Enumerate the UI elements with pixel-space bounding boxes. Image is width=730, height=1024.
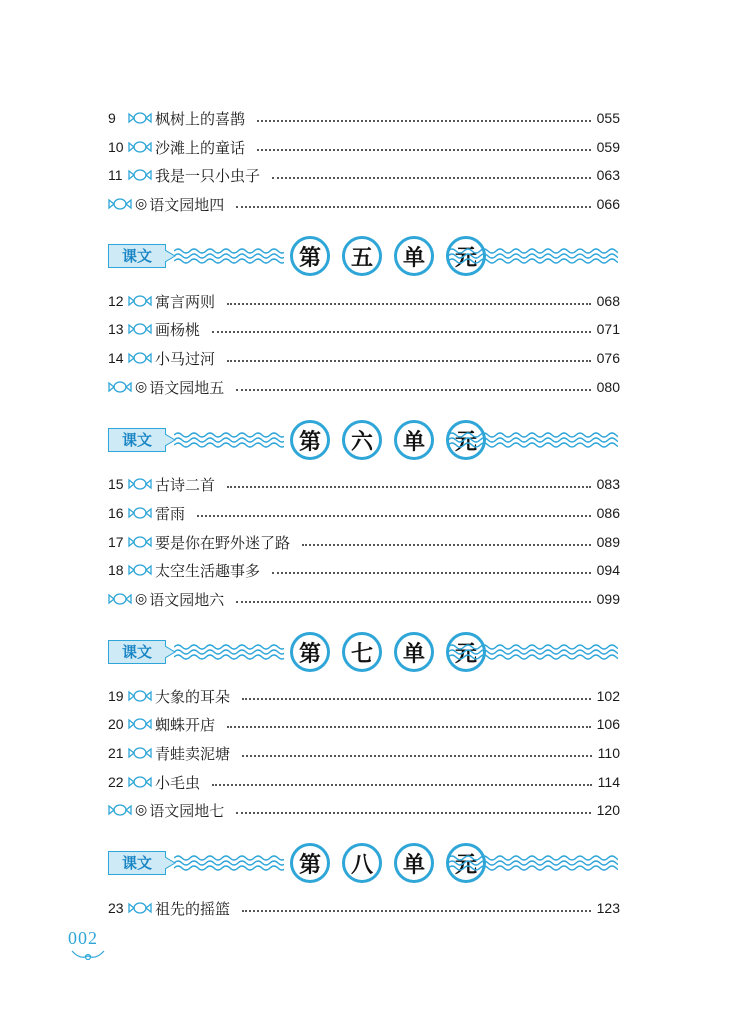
page-ref: 071 (596, 321, 620, 337)
toc-entry-9[interactable] (108, 106, 620, 130)
wave-ornament (448, 853, 618, 873)
candy-ribbon-icon (128, 690, 152, 702)
page-number: 002 (68, 928, 98, 948)
lesson-number: 12 (108, 293, 124, 309)
leader-dots (197, 515, 591, 517)
toc-entry-13[interactable] (108, 317, 620, 341)
lesson-number: 10 (108, 139, 124, 155)
unit-banner-6 (108, 420, 618, 460)
leader-dots (227, 486, 591, 488)
toc-entry-10[interactable] (108, 135, 620, 159)
unit-title-char: 第 (290, 843, 330, 883)
toc-entry-garden-7[interactable] (108, 798, 620, 822)
wave-ornament (448, 246, 618, 266)
lesson-title: 沙滩上的童话 (155, 138, 246, 157)
page-ref: 120 (596, 802, 620, 818)
leader-dots (242, 698, 591, 700)
leader-dots (242, 910, 591, 912)
lesson-number: 21 (108, 745, 124, 761)
toc-entry-19[interactable] (108, 684, 620, 708)
unit-banner-8 (108, 843, 618, 883)
candy-ribbon-icon (128, 323, 152, 335)
lesson-title: 青蛙卖泥塘 (155, 744, 231, 763)
double-circle-marker: ◎ (135, 379, 148, 395)
wave-ornament (174, 430, 284, 450)
lesson-number: 19 (108, 688, 124, 704)
unit-title-char: 六 (342, 420, 382, 460)
lesson-title: 蜘蛛开店 (155, 715, 216, 734)
toc-entry-garden-5[interactable] (108, 375, 620, 399)
page-ref: 066 (596, 196, 620, 212)
toc-entry-15[interactable] (108, 472, 620, 496)
leader-dots (272, 177, 591, 179)
lesson-title: 语文园地五 (149, 378, 225, 397)
lesson-title: 小毛虫 (155, 773, 201, 792)
leader-dots (236, 206, 590, 208)
lesson-number: 15 (108, 476, 124, 492)
lesson-title: 大象的耳朵 (155, 687, 231, 706)
toc-entry-12[interactable] (108, 289, 620, 313)
candy-ribbon-icon (108, 804, 132, 816)
lesson-title: 语文园地七 (149, 801, 225, 820)
wave-ornament (174, 642, 284, 662)
page-ref: 055 (596, 110, 620, 126)
lesson-title: 我是一只小虫子 (155, 166, 261, 185)
lesson-title: 小马过河 (155, 349, 216, 368)
toc-entry-16[interactable] (108, 501, 620, 525)
candy-ribbon-icon (128, 536, 152, 548)
double-circle-marker: ◎ (135, 802, 148, 818)
lesson-number: 11 (108, 167, 123, 183)
wave-ornament (174, 853, 284, 873)
lesson-title: 语文园地六 (149, 590, 225, 609)
unit-title-char: 元 (446, 632, 486, 672)
page-ref: 083 (596, 476, 620, 492)
candy-ribbon-icon (128, 112, 152, 124)
toc-entry-21[interactable] (108, 741, 620, 765)
lesson-title: 太空生活趣事多 (155, 561, 261, 580)
page-ref: 089 (596, 534, 620, 550)
unit-title-char: 单 (394, 420, 434, 460)
section-tag: 课文 (108, 428, 166, 452)
toc-entry-14[interactable] (108, 346, 620, 370)
toc-entry-garden-6[interactable] (108, 587, 620, 611)
lesson-title: 要是你在野外迷了路 (155, 533, 291, 552)
lesson-title: 祖先的摇篮 (155, 899, 231, 918)
unit-title-char: 五 (342, 236, 382, 276)
candy-ribbon-icon (108, 593, 132, 605)
double-circle-marker: ◎ (135, 196, 148, 212)
lesson-title: 雷雨 (155, 504, 186, 523)
unit-title-char: 元 (446, 843, 486, 883)
unit-title-char: 八 (342, 843, 382, 883)
wave-ornament (448, 642, 618, 662)
candy-ribbon-icon (128, 718, 152, 730)
candy-ribbon-icon (128, 902, 152, 914)
unit-title-char: 元 (446, 420, 486, 460)
leader-dots (236, 812, 590, 814)
toc-entry-11[interactable] (108, 163, 620, 187)
candy-ribbon-icon (128, 169, 152, 181)
section-tag: 课文 (108, 640, 166, 664)
unit-title-char: 元 (446, 236, 486, 276)
section-tag: 课文 (108, 851, 166, 875)
candy-ribbon-icon (128, 507, 152, 519)
leader-dots (257, 149, 591, 151)
lesson-title: 画杨桃 (155, 320, 201, 339)
section-tag: 课文 (108, 244, 166, 268)
toc-entry-18[interactable] (108, 558, 620, 582)
toc-entry-22[interactable] (108, 770, 620, 794)
candy-ribbon-icon (128, 478, 152, 490)
page-ref: 110 (597, 745, 620, 761)
page-ref: 059 (596, 139, 620, 155)
candy-ribbon-icon (108, 381, 132, 393)
page-ref: 099 (596, 591, 620, 607)
unit-title-char: 第 (290, 420, 330, 460)
lesson-number: 18 (108, 562, 124, 578)
page-ref: 123 (596, 900, 620, 916)
lesson-title: 寓言两则 (155, 292, 216, 311)
candy-ribbon-icon (128, 141, 152, 153)
candy-ribbon-icon (128, 295, 152, 307)
page-ref: 068 (596, 293, 620, 309)
leader-dots (242, 755, 592, 757)
unit-title-char: 第 (290, 236, 330, 276)
lesson-title: 枫树上的喜鹊 (155, 109, 246, 128)
page-ref: 086 (596, 505, 620, 521)
page-ref: 102 (596, 688, 620, 704)
page-ref: 080 (596, 379, 620, 395)
candy-ribbon-icon (128, 776, 152, 788)
leader-dots (227, 303, 591, 305)
unit-title-char: 单 (394, 236, 434, 276)
page-ref: 094 (596, 562, 620, 578)
lesson-title: 古诗二首 (155, 475, 216, 494)
toc-entry-23[interactable] (108, 896, 620, 920)
double-circle-marker: ◎ (135, 591, 148, 607)
leader-dots (272, 572, 591, 574)
leader-dots (227, 726, 591, 728)
wing-ornament-icon (70, 948, 106, 962)
leader-dots (257, 120, 591, 122)
page-ref: 114 (597, 774, 620, 790)
toc-entry-17[interactable] (108, 530, 620, 554)
page-ref: 076 (596, 350, 620, 366)
leader-dots (227, 360, 591, 362)
page-ref: 063 (596, 167, 620, 183)
wave-ornament (174, 246, 284, 266)
lesson-number: 9 (108, 110, 116, 126)
candy-ribbon-icon (108, 198, 132, 210)
lesson-number: 22 (108, 774, 124, 790)
leader-dots (212, 331, 591, 333)
wave-ornament (448, 430, 618, 450)
candy-ribbon-icon (128, 564, 152, 576)
unit-title-char: 单 (394, 843, 434, 883)
toc-entry-garden-4[interactable] (108, 192, 620, 216)
lesson-number: 17 (108, 534, 124, 550)
toc-entry-20[interactable] (108, 712, 620, 736)
candy-ribbon-icon (128, 352, 152, 364)
unit-banner-7 (108, 632, 618, 672)
lesson-number: 14 (108, 350, 124, 366)
leader-dots (302, 544, 591, 546)
lesson-number: 23 (108, 900, 124, 916)
unit-title-char: 七 (342, 632, 382, 672)
candy-ribbon-icon (128, 747, 152, 759)
leader-dots (236, 601, 590, 603)
lesson-number: 16 (108, 505, 124, 521)
unit-title-char: 第 (290, 632, 330, 672)
unit-banner-5 (108, 236, 618, 276)
unit-title-char: 单 (394, 632, 434, 672)
leader-dots (212, 784, 592, 786)
leader-dots (236, 389, 590, 391)
lesson-number: 20 (108, 716, 124, 732)
page-ref: 106 (596, 716, 620, 732)
lesson-number: 13 (108, 321, 124, 337)
lesson-title: 语文园地四 (149, 195, 225, 214)
